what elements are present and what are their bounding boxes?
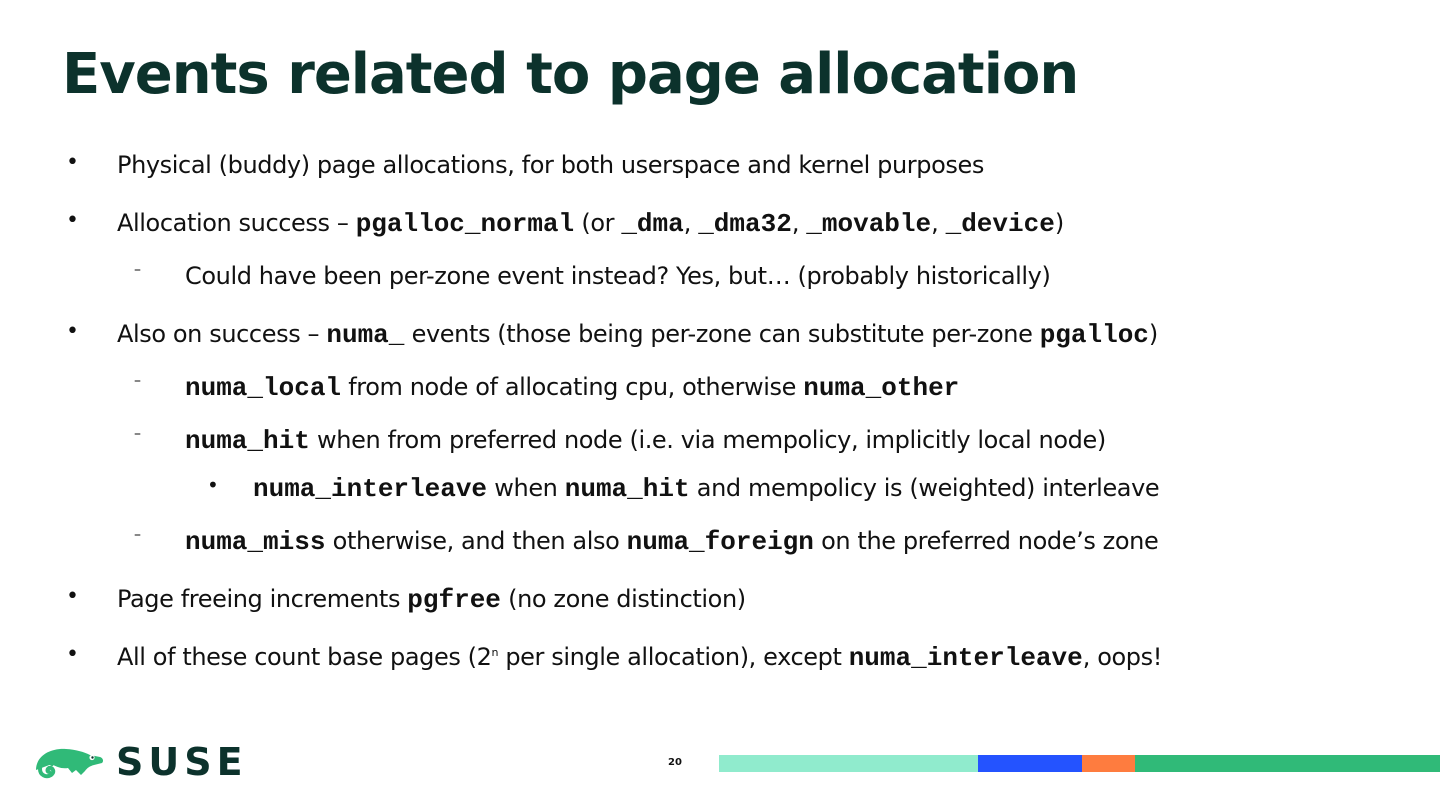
bullet-text: (or — [574, 209, 622, 237]
dash-marker: – — [134, 527, 141, 543]
bullet-text: Also on success – — [117, 320, 327, 348]
bullet-text: ) — [1148, 320, 1158, 348]
bullet-text: when — [487, 474, 565, 502]
dash-marker: – — [134, 426, 141, 442]
code-term: _dma — [621, 209, 684, 239]
bullet-marker: • — [66, 584, 79, 609]
footer-bar-mint — [719, 755, 978, 772]
bullet-marker: • — [207, 473, 219, 497]
bullet-text: when from preferred node (i.e. via mempolicy, implicitly local node) — [309, 426, 1106, 454]
bullet-marker: • — [66, 319, 79, 344]
code-term: _dma32 — [698, 209, 792, 239]
sub-bullet-item — [185, 426, 1106, 456]
footer-bar-blue — [978, 755, 1082, 772]
code-term: _movable — [806, 209, 932, 239]
bullet-text: Page freeing increments — [117, 585, 408, 613]
footer-bar-orange — [1082, 755, 1135, 772]
sub-sub-bullet-item — [253, 474, 1159, 504]
bullet-text: , — [931, 209, 946, 237]
code-term: numa_foreign — [626, 527, 814, 557]
suse-logo — [32, 740, 248, 784]
code-term: pgalloc — [1039, 320, 1149, 350]
bullet-text: on the preferred node’s zone — [813, 527, 1159, 555]
bullet-text: and mempolicy is (weighted) interleave — [689, 474, 1160, 502]
bullet-text: , — [791, 209, 807, 237]
sub-bullet-item — [185, 373, 959, 403]
bullet-text: events (those being per-zone can substitute per-zone — [404, 320, 1040, 348]
bullet-marker: • — [66, 642, 79, 667]
bullet-marker: • — [66, 208, 79, 233]
page-number: 20 — [668, 757, 682, 768]
code-term: numa_ — [326, 320, 405, 350]
bullet-text: All of these count base pages (2 — [117, 643, 492, 671]
chameleon-icon — [32, 742, 106, 782]
code-term: numa_interleave — [848, 643, 1083, 673]
dash-marker: – — [134, 262, 141, 278]
code-term: numa_hit — [185, 426, 310, 456]
bullet-text: from node of allocating cpu, otherwise — [341, 373, 804, 401]
bullet-item — [117, 320, 1158, 350]
bullet-text: , — [683, 209, 699, 237]
code-term: numa_hit — [564, 474, 690, 504]
sub-bullet-item — [185, 262, 1050, 290]
bullet-marker: • — [66, 150, 79, 175]
superscript: n — [491, 646, 499, 659]
bullet-text: otherwise, and then also — [325, 527, 627, 555]
bullet-item — [117, 585, 746, 615]
code-term: numa_miss — [185, 527, 326, 557]
code-term: numa_other — [803, 373, 960, 403]
bullet-text: Could have been per-zone event instead? Yes, but… (probably historically) — [185, 262, 1051, 290]
bullet-text: ) — [1054, 209, 1064, 237]
code-term: numa_local — [185, 373, 342, 403]
bullet-item — [117, 151, 984, 179]
bullet-item — [117, 209, 1064, 239]
bullet-item — [117, 643, 1162, 673]
code-term: pgalloc_normal — [355, 209, 575, 239]
footer-bar-green — [1135, 755, 1440, 772]
bullet-text: , oops! — [1082, 643, 1162, 671]
bullet-text: (no zone distinction) — [500, 585, 746, 613]
sub-bullet-item — [185, 527, 1158, 557]
code-term: _device — [945, 209, 1055, 239]
code-term: pgfree — [407, 585, 501, 615]
bullet-text: per single allocation), except — [498, 643, 849, 671]
code-term: numa_interleave — [253, 474, 488, 504]
logo-wordmark: SUSE — [116, 740, 248, 784]
dash-marker: – — [134, 373, 141, 389]
bullet-text: Allocation success – — [117, 209, 356, 237]
bullet-text: Physical (buddy) page allocations, for both userspace and kernel purposes — [117, 151, 984, 179]
page-title: Events related to page allocation — [62, 42, 1079, 107]
